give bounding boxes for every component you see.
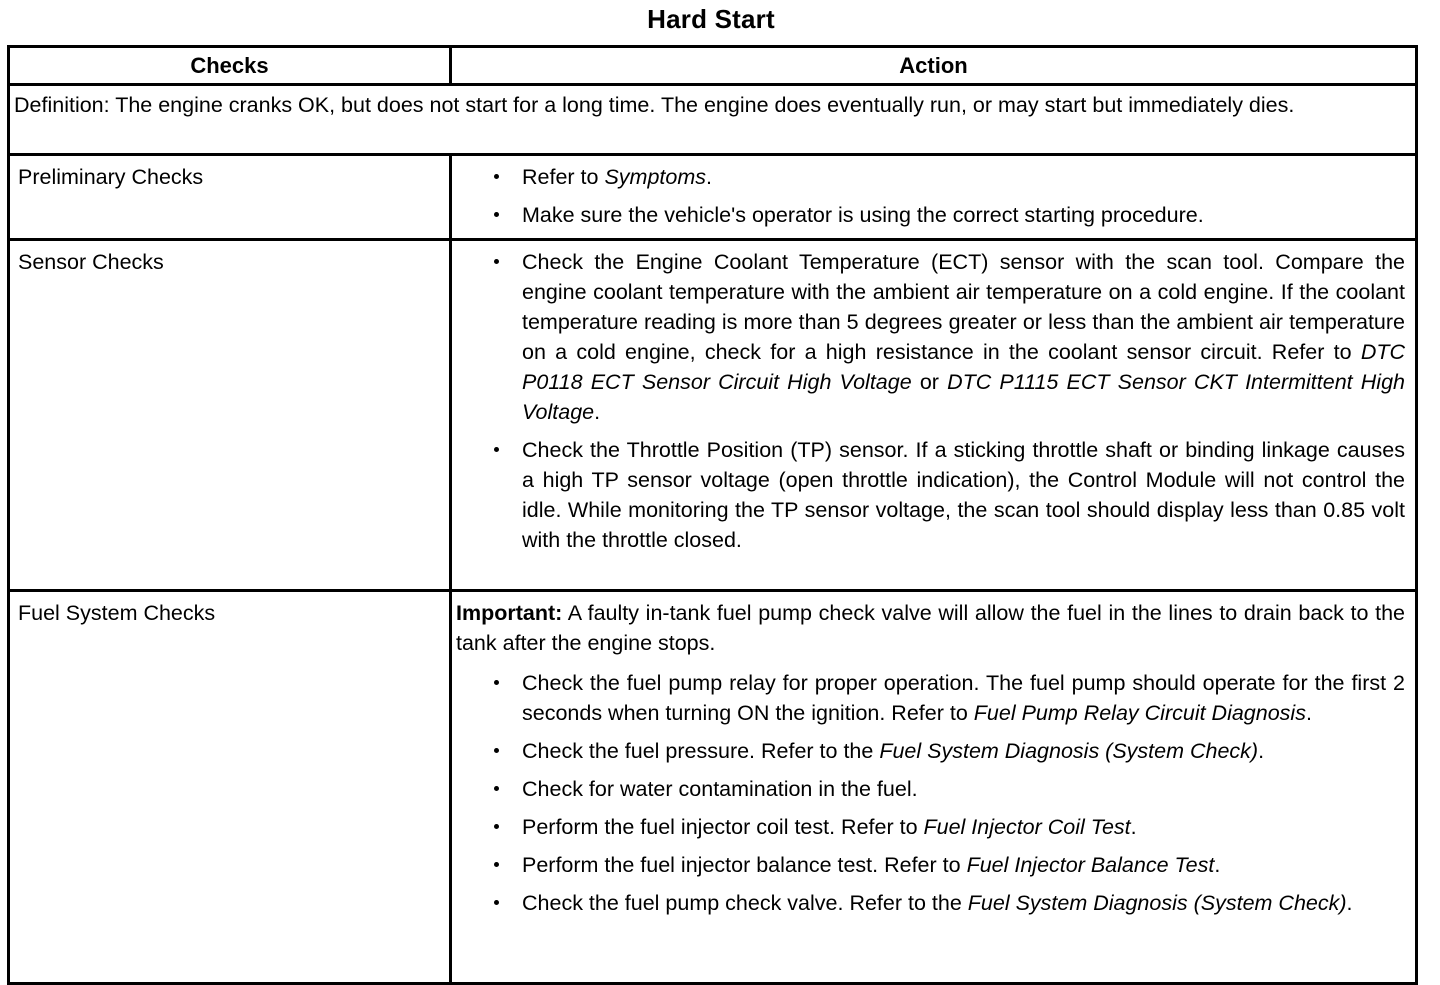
important-label: Important: [456,601,563,625]
reference-link: DTC P1115 ECT Sensor CKT Intermittent High Voltage [522,370,1405,424]
check-label: Sensor Checks [9,240,451,591]
reference-link: DTC P0118 ECT Sensor Circuit High Voltage [522,340,1405,394]
reference-link: Fuel System Diagnosis (System Check) [967,891,1347,915]
check-label: Preliminary Checks [9,155,451,240]
bullet-icon [494,447,499,452]
action-list [456,162,1405,230]
bullet-icon [494,680,499,685]
action-list [456,247,1405,555]
column-header-checks: Checks [9,47,451,85]
action-text-tail: . [1130,815,1137,839]
reference-link: Fuel System Diagnosis (System Check) [879,739,1259,763]
bullet-icon [494,212,499,217]
bullet-icon [494,748,499,753]
action-text: Check the fuel pump check valve. Refer to the [522,891,968,915]
definition-row [9,85,1417,155]
bullet-icon [494,259,499,264]
reference-link: Fuel Injector Balance Test [966,853,1215,877]
action-cell [451,155,1417,240]
action-text-mid: or [911,370,948,394]
list-item [456,812,1405,842]
action-text: Check the fuel pump relay for proper operation. The fuel pump should operate for the first 2 seconds when turning ON the ignition. Refer to [522,671,1405,725]
list-item [456,888,1405,918]
page-title: Hard Start [647,4,775,34]
list-item [456,435,1405,555]
list-item [456,668,1405,728]
action-cell [451,240,1417,591]
important-text: A faulty in-tank fuel pump check valve will allow the fuel in the lines to drain back to the tank after the engine stops. [456,601,1405,655]
action-list [456,668,1405,918]
bullet-icon [494,174,499,179]
action-text: Refer to [522,165,605,189]
action-text: Make sure the vehicle's operator is using the correct starting procedure. [522,203,1204,227]
list-item [456,247,1405,427]
bullet-icon [494,786,499,791]
action-text-tail: . [594,400,601,424]
important-note [456,598,1405,658]
table-row [9,240,1417,591]
action-text: Check the Engine Coolant Temperature (ECT) sensor with the scan tool. Compare the engine coolant temperature with the ambient air temperature on a cold engine. If the coolant temperature reading is more than 5 degrees greater or less than the ambient air temperature on a cold engine, check for a high resistance in the coolant sensor circuit. Refer to [522,250,1405,364]
list-item [456,162,1405,192]
table-row [9,591,1417,984]
action-text-tail: . [1258,739,1265,763]
reference-link: Fuel Pump Relay Circuit Diagnosis [973,701,1306,725]
reference-link: Fuel Injector Coil Test [923,815,1131,839]
list-item [456,774,1405,804]
list-item [456,850,1405,880]
action-text: Check for water contamination in the fuel. [522,777,918,801]
action-text: Perform the fuel injector balance test. Refer to [522,853,967,877]
definition-text: Definition: The engine cranks OK, but does not start for a long time. The engine does eventually run, or may start but immediately dies. [9,85,1417,155]
list-item [456,200,1405,230]
bullet-icon [494,862,499,867]
action-text: Perform the fuel injector coil test. Refer to [522,815,924,839]
action-text: Check the fuel pressure. Refer to the [522,739,880,763]
table-header-row [9,47,1417,85]
list-item [456,736,1405,766]
reference-link: Symptoms [604,165,707,189]
action-text-tail: . [706,165,712,189]
diagnostic-table [7,45,1418,985]
action-cell [451,591,1417,984]
action-text: Check the Throttle Position (TP) sensor. If a sticking throttle shaft or binding linkage causes a high TP sensor voltage (open throttle indication), the Control Module will not control the idle. While monitoring the TP sensor voltage, the scan tool should display less than 0.85 volt with the throttle closed. [522,438,1405,552]
action-text-tail: . [1305,701,1312,725]
bullet-icon [494,824,499,829]
action-text-tail: . [1346,891,1353,915]
table-row [9,155,1417,240]
action-text-tail: . [1214,853,1221,877]
column-header-action: Action [451,47,1417,85]
check-label: Fuel System Checks [9,591,451,984]
bullet-icon [494,900,499,905]
